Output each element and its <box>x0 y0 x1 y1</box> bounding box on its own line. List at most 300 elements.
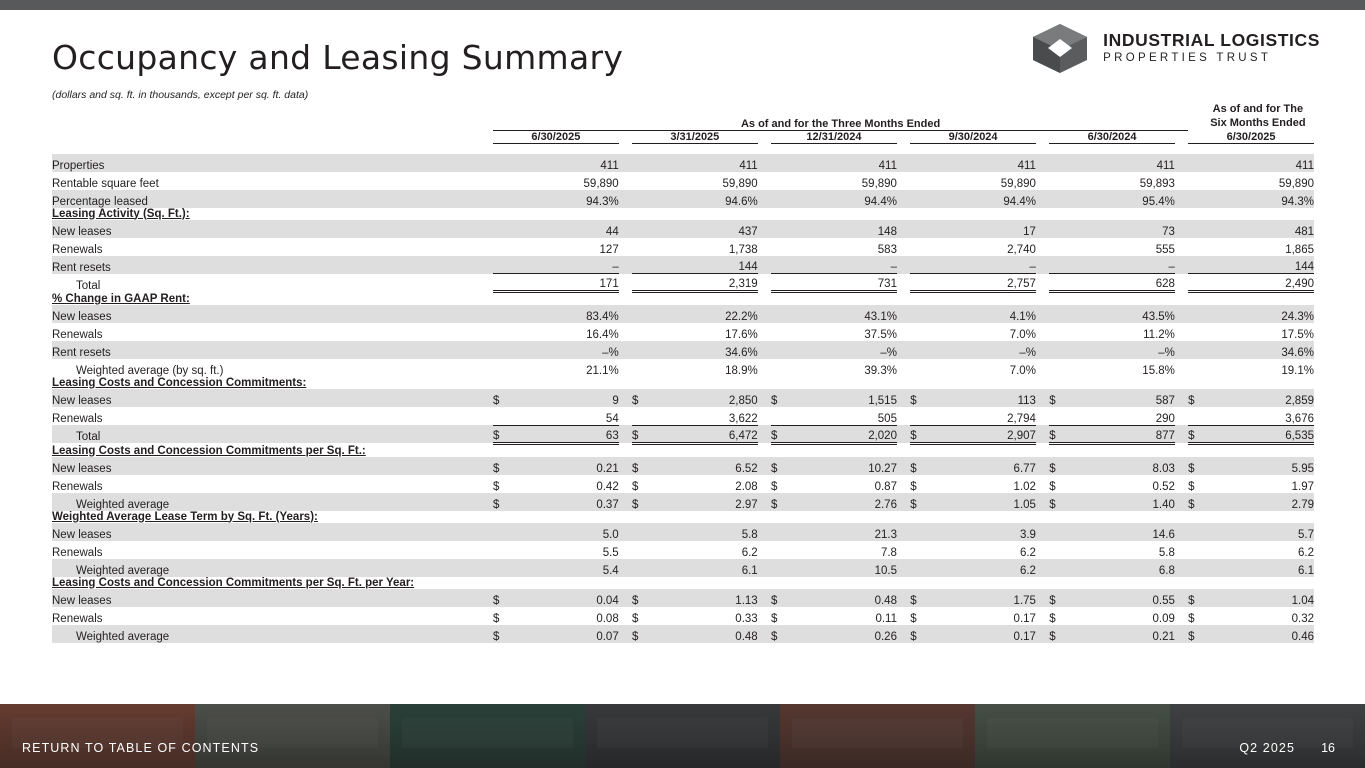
header-spacer <box>52 144 1314 154</box>
cell-value: 59,890 <box>646 172 758 190</box>
cell-value: 6.2 <box>924 559 1036 577</box>
currency-symbol <box>1188 323 1202 341</box>
currency-symbol <box>1049 407 1063 425</box>
currency-symbol <box>910 274 924 292</box>
currency-symbol <box>1188 559 1202 577</box>
cell-value: 94.3% <box>1202 190 1314 208</box>
column-gap <box>758 425 771 443</box>
currency-symbol <box>910 190 924 208</box>
column-gap <box>619 359 632 377</box>
section-header-row <box>52 292 1314 306</box>
currency-symbol <box>1188 407 1202 425</box>
currency-symbol <box>1049 238 1063 256</box>
cell-value: 37.5% <box>785 323 897 341</box>
cell-value: 0.17 <box>924 625 1036 643</box>
cell-value: – <box>924 256 1036 274</box>
currency-symbol <box>771 238 785 256</box>
row-label: Rentable square feet <box>52 172 493 190</box>
cell-value: 1.75 <box>924 589 1036 607</box>
currency-symbol: $ <box>493 475 507 493</box>
currency-symbol: $ <box>493 625 507 643</box>
currency-symbol <box>1049 359 1063 377</box>
column-gap <box>1036 541 1049 559</box>
column-gap <box>619 559 632 577</box>
section-header-row <box>52 208 1314 220</box>
cell-value: 2.76 <box>785 493 897 511</box>
currency-symbol <box>1188 541 1202 559</box>
currency-symbol: $ <box>910 389 924 407</box>
cell-value: 0.11 <box>785 607 897 625</box>
column-gap <box>758 625 771 643</box>
cell-value: 6.2 <box>646 541 758 559</box>
currency-symbol: $ <box>1188 493 1202 511</box>
cell-value: 94.4% <box>924 190 1036 208</box>
currency-symbol <box>632 523 646 541</box>
column-gap <box>619 256 632 274</box>
column-gap <box>1175 341 1188 359</box>
cell-value: 17.6% <box>646 323 758 341</box>
currency-symbol: $ <box>771 425 785 443</box>
row-label: Renewals <box>52 475 493 493</box>
row-label: Weighted average (by sq. ft.) <box>52 359 493 377</box>
currency-symbol <box>910 238 924 256</box>
section-label: % Change in GAAP Rent: <box>52 292 1314 306</box>
column-gap <box>897 425 910 443</box>
row-label: New leases <box>52 523 493 541</box>
currency-symbol: $ <box>1049 457 1063 475</box>
row-label: Rent resets <box>52 256 493 274</box>
return-to-table-of-contents-link[interactable]: RETURN TO TABLE OF CONTENTS <box>22 741 260 755</box>
column-gap <box>897 523 910 541</box>
table-row <box>52 172 1314 190</box>
currency-symbol <box>1188 154 1202 172</box>
currency-symbol: $ <box>493 493 507 511</box>
cell-value: 1.02 <box>924 475 1036 493</box>
currency-symbol: $ <box>632 389 646 407</box>
row-label: Renewals <box>52 541 493 559</box>
cell-value: 5.5 <box>507 541 619 559</box>
currency-symbol: $ <box>910 607 924 625</box>
currency-symbol: $ <box>1188 425 1202 443</box>
column-gap <box>1175 589 1188 607</box>
column-gap <box>619 523 632 541</box>
cell-value: 3,622 <box>646 407 758 425</box>
cell-value: 0.52 <box>1063 475 1175 493</box>
column-gap <box>619 457 632 475</box>
currency-symbol: $ <box>1049 607 1063 625</box>
cell-value: 5.7 <box>1202 523 1314 541</box>
currency-symbol: $ <box>771 589 785 607</box>
column-gap <box>758 154 771 172</box>
cell-value: 0.21 <box>507 457 619 475</box>
currency-symbol: $ <box>1188 475 1202 493</box>
cell-value: 21.3 <box>785 523 897 541</box>
currency-symbol <box>493 256 507 274</box>
currency-symbol <box>1188 238 1202 256</box>
currency-symbol <box>493 220 507 238</box>
currency-symbol: $ <box>632 607 646 625</box>
currency-symbol <box>632 172 646 190</box>
currency-symbol <box>1049 523 1063 541</box>
cell-value: 1,865 <box>1202 238 1314 256</box>
column-gap <box>758 541 771 559</box>
column-gap <box>897 457 910 475</box>
currency-symbol <box>632 341 646 359</box>
cell-value: 6.2 <box>1202 541 1314 559</box>
column-gap <box>758 457 771 475</box>
column-gap <box>1175 457 1188 475</box>
column-gap <box>619 389 632 407</box>
currency-symbol: $ <box>771 389 785 407</box>
leasing-summary-table <box>52 103 1314 643</box>
currency-symbol <box>771 154 785 172</box>
cell-value: 6.2 <box>924 541 1036 559</box>
cell-value: 8.03 <box>1063 457 1175 475</box>
cell-value: 59,893 <box>1063 172 1175 190</box>
column-gap <box>1175 607 1188 625</box>
cell-value: 113 <box>924 389 1036 407</box>
currency-symbol: $ <box>1049 475 1063 493</box>
currency-symbol: $ <box>910 625 924 643</box>
cell-value: 22.2% <box>646 305 758 323</box>
currency-symbol: $ <box>1049 425 1063 443</box>
currency-symbol: $ <box>771 493 785 511</box>
currency-symbol <box>1049 190 1063 208</box>
currency-symbol <box>632 220 646 238</box>
column-gap <box>1036 425 1049 443</box>
currency-symbol <box>771 359 785 377</box>
cell-value: 555 <box>1063 238 1175 256</box>
column-gap <box>1036 172 1049 190</box>
column-gap <box>619 220 632 238</box>
row-label: Renewals <box>52 407 493 425</box>
currency-symbol <box>493 407 507 425</box>
table-row <box>52 457 1314 475</box>
column-gap <box>1036 274 1049 292</box>
row-label: Renewals <box>52 607 493 625</box>
table-row <box>52 407 1314 425</box>
col-header-1: 3/31/2025 <box>632 131 758 144</box>
footer-overlay <box>0 704 1365 768</box>
cell-value: 144 <box>646 256 758 274</box>
column-gap <box>1036 523 1049 541</box>
currency-symbol <box>632 190 646 208</box>
row-label: New leases <box>52 305 493 323</box>
column-gap <box>897 559 910 577</box>
column-gap <box>758 274 771 292</box>
column-gap <box>897 541 910 559</box>
cell-value: 2,020 <box>785 425 897 443</box>
currency-symbol <box>910 256 924 274</box>
cell-value: 587 <box>1063 389 1175 407</box>
cell-value: 0.87 <box>785 475 897 493</box>
cell-value: 583 <box>785 238 897 256</box>
table-group-header-row <box>52 103 1314 131</box>
section-label: Leasing Costs and Concession Commitments per Sq. Ft.: <box>52 443 1314 457</box>
cell-value: –% <box>1063 341 1175 359</box>
column-gap <box>758 341 771 359</box>
currency-symbol <box>493 323 507 341</box>
section-header-row <box>52 443 1314 457</box>
currency-symbol <box>632 541 646 559</box>
currency-symbol <box>910 407 924 425</box>
cell-value: 10.27 <box>785 457 897 475</box>
cell-value: 7.8 <box>785 541 897 559</box>
column-gap <box>1175 625 1188 643</box>
column-gap <box>897 359 910 377</box>
currency-symbol: $ <box>910 493 924 511</box>
table-row <box>52 305 1314 323</box>
column-gap <box>897 305 910 323</box>
currency-symbol <box>493 523 507 541</box>
column-gap <box>1175 256 1188 274</box>
currency-symbol: $ <box>632 457 646 475</box>
currency-symbol: $ <box>771 625 785 643</box>
cell-value: 44 <box>507 220 619 238</box>
column-gap <box>1175 274 1188 292</box>
column-gap <box>897 407 910 425</box>
row-label: New leases <box>52 220 493 238</box>
cell-value: 94.3% <box>507 190 619 208</box>
column-gap <box>758 493 771 511</box>
column-gap <box>897 323 910 341</box>
currency-symbol <box>493 274 507 292</box>
row-label: Percentage leased <box>52 190 493 208</box>
cell-value: 2,859 <box>1202 389 1314 407</box>
cell-value: 2.97 <box>646 493 758 511</box>
column-gap <box>758 559 771 577</box>
column-gap <box>619 341 632 359</box>
cell-value: 34.6% <box>1202 341 1314 359</box>
section-label: Leasing Costs and Concession Commitments per Sq. Ft. per Year: <box>52 577 1314 589</box>
cell-value: 505 <box>785 407 897 425</box>
column-gap <box>758 256 771 274</box>
cell-value: 2,740 <box>924 238 1036 256</box>
column-gap <box>758 589 771 607</box>
cell-value: 411 <box>924 154 1036 172</box>
cell-value: 14.6 <box>1063 523 1175 541</box>
row-label: Renewals <box>52 323 493 341</box>
currency-symbol <box>632 407 646 425</box>
column-gap <box>619 607 632 625</box>
cell-value: 5.4 <box>507 559 619 577</box>
currency-symbol: $ <box>1188 389 1202 407</box>
cell-value: – <box>507 256 619 274</box>
column-gap <box>1036 559 1049 577</box>
column-gap <box>897 274 910 292</box>
currency-symbol <box>632 256 646 274</box>
column-gap <box>619 154 632 172</box>
column-gap <box>1036 475 1049 493</box>
footer-page-number: 16 <box>1321 741 1335 755</box>
currency-symbol <box>910 220 924 238</box>
currency-symbol <box>493 341 507 359</box>
currency-symbol <box>910 541 924 559</box>
section-label: Leasing Activity (Sq. Ft.): <box>52 208 1314 220</box>
currency-symbol <box>910 523 924 541</box>
cell-value: 59,890 <box>924 172 1036 190</box>
cell-value: 0.37 <box>507 493 619 511</box>
column-gap <box>619 323 632 341</box>
currency-symbol: $ <box>493 425 507 443</box>
cell-value: 1.04 <box>1202 589 1314 607</box>
column-gap <box>619 172 632 190</box>
currency-symbol <box>1049 220 1063 238</box>
cell-value: 1.13 <box>646 589 758 607</box>
section-label: Leasing Costs and Concession Commitments: <box>52 377 1314 389</box>
currency-symbol <box>771 172 785 190</box>
currency-symbol <box>632 323 646 341</box>
column-gap <box>1175 359 1188 377</box>
currency-symbol <box>493 172 507 190</box>
cell-value: 5.0 <box>507 523 619 541</box>
currency-symbol <box>632 305 646 323</box>
cell-value: 411 <box>1063 154 1175 172</box>
currency-symbol: $ <box>1188 625 1202 643</box>
cell-value: 0.33 <box>646 607 758 625</box>
table-row <box>52 607 1314 625</box>
currency-symbol <box>1188 305 1202 323</box>
cell-value: 73 <box>1063 220 1175 238</box>
currency-symbol <box>1188 190 1202 208</box>
column-gap <box>1036 407 1049 425</box>
currency-symbol <box>771 305 785 323</box>
page-title: Occupancy and Leasing Summary <box>52 38 624 77</box>
cell-value: 5.8 <box>646 523 758 541</box>
currency-symbol: $ <box>771 457 785 475</box>
cell-value: –% <box>924 341 1036 359</box>
column-gap <box>897 154 910 172</box>
column-gap <box>758 607 771 625</box>
currency-symbol: $ <box>632 625 646 643</box>
cell-value: 1,515 <box>785 389 897 407</box>
cell-value: 94.6% <box>646 190 758 208</box>
currency-symbol <box>1049 341 1063 359</box>
column-gap <box>897 256 910 274</box>
logo-cube-icon <box>1029 22 1091 74</box>
cell-value: 2,490 <box>1202 274 1314 292</box>
row-label: New leases <box>52 389 493 407</box>
cell-value: 0.07 <box>507 625 619 643</box>
currency-symbol <box>1188 359 1202 377</box>
currency-symbol <box>771 341 785 359</box>
column-gap <box>1036 625 1049 643</box>
currency-symbol <box>493 541 507 559</box>
currency-symbol: $ <box>493 589 507 607</box>
cell-value: 0.09 <box>1063 607 1175 625</box>
cell-value: 437 <box>646 220 758 238</box>
column-gap <box>619 625 632 643</box>
currency-symbol <box>632 274 646 292</box>
column-gap <box>1175 389 1188 407</box>
column-gap <box>1175 220 1188 238</box>
cell-value: 59,890 <box>507 172 619 190</box>
cell-value: 0.26 <box>785 625 897 643</box>
row-label: Weighted average <box>52 625 493 643</box>
cell-value: 34.6% <box>646 341 758 359</box>
currency-symbol <box>1188 274 1202 292</box>
column-gap <box>1175 425 1188 443</box>
column-gap <box>758 305 771 323</box>
table-row <box>52 541 1314 559</box>
cell-value: 9 <box>507 389 619 407</box>
column-gap <box>1175 407 1188 425</box>
column-gap <box>758 523 771 541</box>
column-gap <box>1036 190 1049 208</box>
cell-value: 10.5 <box>785 559 897 577</box>
col-header-2: 12/31/2024 <box>771 131 897 144</box>
cell-value: 6.1 <box>646 559 758 577</box>
cell-value: 877 <box>1063 425 1175 443</box>
cell-value: 7.0% <box>924 323 1036 341</box>
table-row <box>52 238 1314 256</box>
cell-value: 1,738 <box>646 238 758 256</box>
currency-symbol: $ <box>632 425 646 443</box>
column-gap <box>619 238 632 256</box>
section-header-row <box>52 377 1314 389</box>
currency-symbol <box>910 172 924 190</box>
footer-quarter: Q2 2025 <box>1239 741 1295 755</box>
column-gap <box>897 475 910 493</box>
currency-symbol <box>493 154 507 172</box>
section-header-row <box>52 577 1314 589</box>
currency-symbol: $ <box>1188 589 1202 607</box>
column-gap <box>897 341 910 359</box>
currency-symbol <box>1049 154 1063 172</box>
cell-value: 481 <box>1202 220 1314 238</box>
column-gap <box>619 274 632 292</box>
currency-symbol: $ <box>910 475 924 493</box>
column-gap <box>1036 493 1049 511</box>
column-gap <box>619 541 632 559</box>
currency-symbol <box>493 190 507 208</box>
currency-symbol: $ <box>632 475 646 493</box>
cell-value: 4.1% <box>924 305 1036 323</box>
table-row <box>52 220 1314 238</box>
cell-value: 411 <box>507 154 619 172</box>
column-gap <box>1036 154 1049 172</box>
currency-symbol <box>1049 323 1063 341</box>
currency-symbol: $ <box>493 607 507 625</box>
currency-symbol: $ <box>632 589 646 607</box>
cell-value: 7.0% <box>924 359 1036 377</box>
currency-symbol: $ <box>910 425 924 443</box>
currency-symbol <box>1188 220 1202 238</box>
column-gap <box>1175 541 1188 559</box>
currency-symbol <box>771 559 785 577</box>
currency-symbol <box>1188 172 1202 190</box>
column-gap <box>897 493 910 511</box>
cell-value: 6.1 <box>1202 559 1314 577</box>
column-gap <box>1175 323 1188 341</box>
row-label: Weighted average <box>52 493 493 511</box>
column-gap <box>758 190 771 208</box>
column-gap <box>1036 256 1049 274</box>
column-gap <box>619 305 632 323</box>
currency-symbol <box>910 559 924 577</box>
currency-symbol <box>771 190 785 208</box>
cell-value: 0.55 <box>1063 589 1175 607</box>
cell-value: 628 <box>1063 274 1175 292</box>
column-gap <box>1036 607 1049 625</box>
company-logo <box>1029 22 1320 74</box>
table-row <box>52 341 1314 359</box>
table-row <box>52 323 1314 341</box>
currency-symbol <box>1188 341 1202 359</box>
currency-symbol <box>771 323 785 341</box>
currency-symbol <box>910 305 924 323</box>
section-label: Weighted Average Lease Term by Sq. Ft. (Years): <box>52 511 1314 523</box>
